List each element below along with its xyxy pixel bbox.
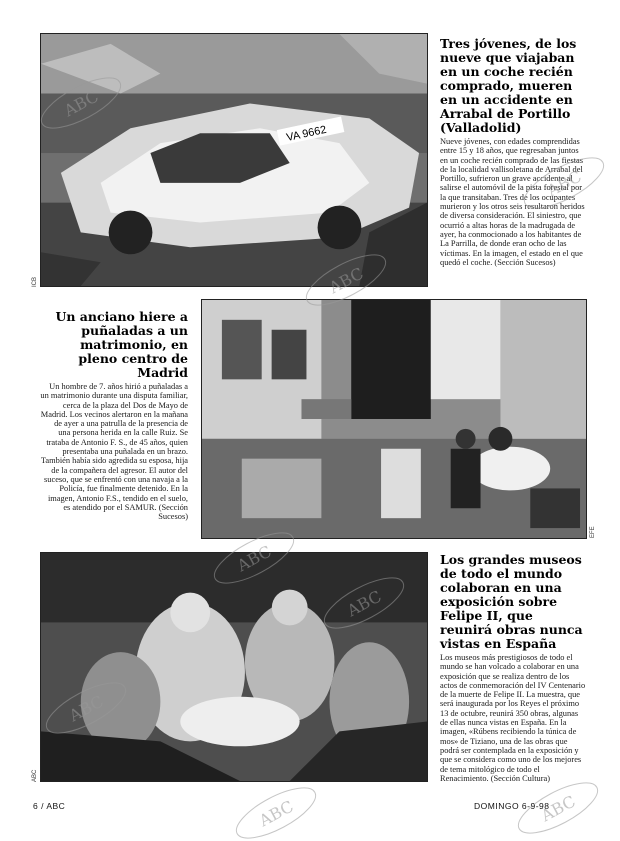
svg-text:VA 9662: VA 9662: [285, 123, 328, 144]
photo-street-scene: [201, 299, 587, 539]
svg-text:ABC: ABC: [255, 796, 297, 831]
story-stabbing: [40, 310, 188, 521]
svg-text:ABC: ABC: [543, 166, 585, 201]
svg-text:ABC: ABC: [325, 263, 367, 298]
story-body: [440, 653, 588, 783]
story-body: [40, 382, 188, 521]
body-text: Los museos más prestigiosos de todo el mundo se han volcado a colaborar en una exposición que se realiza dentro de los actos de conmemoración del IV Centenario de la muerte de Felipe II. La muestra, que será inaugurada por los Reyes el próximo 13 de octubre, reunirá 350 obras, algunas de ellas nunca vistas en España. En la imagen, «Rúbens recibiendo la túnica de mos» de Tiziano, una de las obras que podrá ser contemplada en la exposición y que se considera como uno de los mejores de tema mitológico de todo el Renacimiento.: [440, 653, 586, 783]
svg-text:ABC: ABC: [233, 541, 275, 576]
svg-text:ABC: ABC: [343, 586, 385, 621]
section-reference: (Sección Cultura): [490, 773, 551, 783]
story-exhibition: [440, 553, 588, 783]
body-text: Nueve jóvenes, con edades comprendidas entre 15 y 18 años, que regresaban juntos en un coche recién comprado de las fiestas de la localidad vallisoletana de Arrabal del Portillo, sufrieron un grave accidente al salirse el automóvil de la pista forestal por la que transitaban. Tres de los ocupantes murieron y los otros seis resultaron heridos de diversa consideración. El siniestro, que ocurrió a altas horas de la madrugada de ayer, ha conmocionado a los habitantes de La Parrilla, de donde eran ocho de las víctimas. En la imagen, el estado en el que quedó el coche.: [440, 137, 585, 267]
body-text: Un hombre de 7. años hirió a puñaladas a un matrimonio durante una disputa familiar, cerca de la plaza del Dos de Mayo de Madrid. Los vecinos alertaron en la mañana de ayer a una patrulla de la presencia de una persona herida en la calle Ruiz. Se trataba de Antonio F. S., de 45 años, quien presentaba una puñalada en un brazo. También había sido agredida su esposa, hija de la compañera del agresor. El autor del suceso, que se enfrentó con una navaja a la Policía, fue finalmente detenido. En la imagen, Antonio F.S., tendido en el suelo, es atendido por el SAMUR.: [40, 382, 188, 512]
svg-text:ABC: ABC: [537, 791, 579, 826]
issue-date: DOMINGO 6-9-98: [474, 801, 550, 811]
photo-credit: ABC: [32, 769, 38, 782]
headline: Un anciano hiere a puñaladas a un matrimonio, en pleno centro de Madrid: [55, 309, 188, 380]
headline: Tres jóvenes, de los nueve que viajaban en un coche recién comprado, mueren en un accidente en Arrabal de Portillo (Valladolid): [440, 36, 577, 135]
photo-credit: EFE: [590, 526, 596, 538]
photo-credit: ICB: [32, 276, 38, 287]
svg-text:ABC: ABC: [60, 86, 102, 121]
abc-watermark-logo: [227, 776, 325, 841]
section-reference: (Sección Sucesos): [494, 257, 556, 267]
headline: Los grandes museos de todo el mundo colaboran en una exposición sobre Felipe II, que reunirá obras nunca vistas en España: [440, 552, 583, 651]
svg-text:ABC: ABC: [65, 691, 107, 726]
page-label: 6 / ABC: [33, 801, 66, 811]
story-accident: [440, 37, 588, 267]
section-reference: (Sección Sucesos): [158, 502, 188, 522]
